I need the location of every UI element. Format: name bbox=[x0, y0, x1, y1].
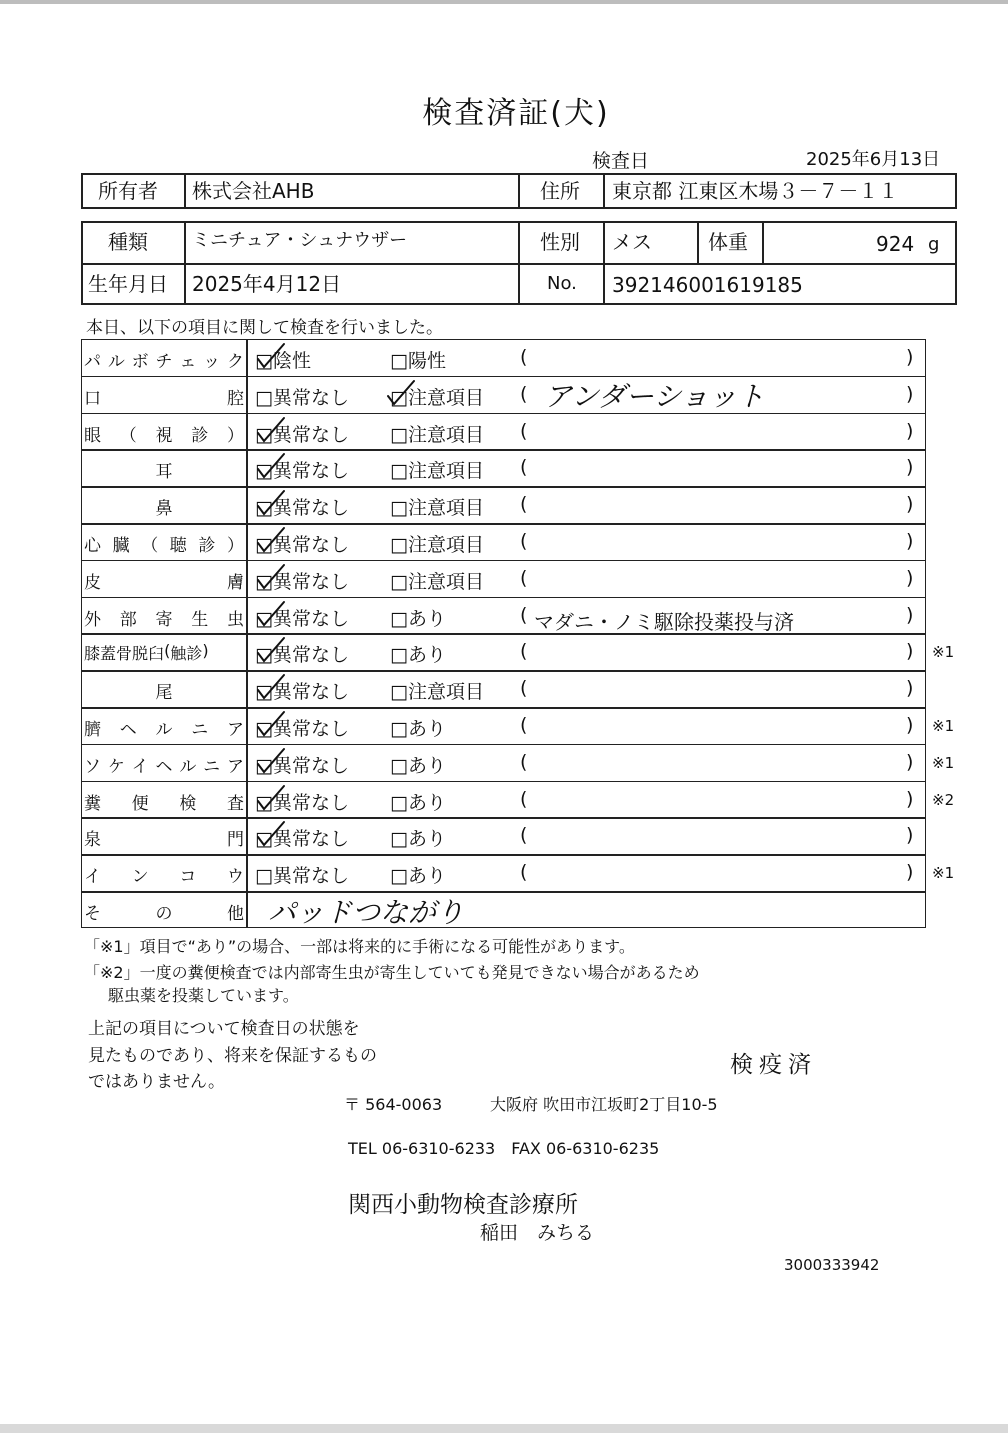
open-paren: ( bbox=[520, 346, 528, 368]
open-paren: ( bbox=[520, 640, 528, 663]
row-footnote-mark: ※1 bbox=[932, 864, 955, 883]
option-2[interactable]: □注意項目 bbox=[390, 386, 484, 409]
close-paren: ) bbox=[906, 530, 914, 552]
row-label: 皮 膚 bbox=[84, 572, 244, 593]
open-paren: ( bbox=[520, 861, 528, 884]
row-label: 尾 bbox=[155, 683, 173, 704]
mouth-handwritten-note: アンダーショット bbox=[544, 380, 765, 413]
breed-label: 種類 bbox=[108, 230, 148, 254]
address-value: 東京都 江東区木場３－７－１１ bbox=[612, 179, 899, 203]
close-paren: ) bbox=[906, 493, 914, 516]
close-paren: ) bbox=[906, 456, 914, 479]
open-paren: ( bbox=[520, 787, 528, 810]
row-label: パ ル ボ チ ェ ッ ク bbox=[84, 352, 244, 372]
option-2[interactable]: □あり bbox=[390, 828, 446, 851]
number-value: 392146001619185 bbox=[612, 273, 803, 297]
weight-label: 体重 bbox=[708, 230, 748, 254]
clinic-address: 大阪府 吹田市江坂町2丁目10-5 bbox=[490, 1095, 718, 1114]
option-1[interactable]: □異常なし bbox=[255, 423, 349, 446]
checkmark-icon bbox=[254, 783, 290, 813]
note-3: 駆虫薬を投薬しています。 bbox=[108, 986, 299, 1005]
number-label: No. bbox=[547, 273, 577, 294]
option-2[interactable]: □注意項目 bbox=[390, 497, 484, 520]
checkmark-icon bbox=[254, 451, 290, 481]
option-1[interactable]: □異常なし bbox=[255, 681, 349, 704]
row-detail: マダニ・ノミ駆除投薬投与済 bbox=[534, 609, 794, 634]
intro-text: 本日、以下の項目に関して検査を行いました。 bbox=[86, 318, 443, 338]
option-1[interactable]: □異常なし bbox=[255, 828, 349, 851]
close-paren: ) bbox=[906, 566, 914, 589]
open-paren: ( bbox=[520, 493, 528, 516]
row-label: 心 臓 （ 聴 診 ） bbox=[84, 536, 244, 556]
option-1[interactable]: □異常なし bbox=[255, 791, 349, 814]
row-label: イ ン コ ウ bbox=[84, 867, 244, 888]
checkmark-icon bbox=[254, 415, 290, 445]
doctor-name: 稲田 みちる bbox=[480, 1222, 595, 1244]
row-footnote-mark: ※1 bbox=[932, 753, 955, 772]
close-paren: ) bbox=[906, 603, 914, 626]
close-paren: ) bbox=[906, 382, 914, 405]
checkmark-icon bbox=[254, 672, 290, 702]
note-2: 「※2」一度の糞便検査では内部寄生虫が寄生していても発見できない場合があるため bbox=[84, 963, 700, 982]
option-2[interactable]: □あり bbox=[390, 754, 446, 777]
checkmark-icon bbox=[254, 341, 290, 371]
row-label: 耳 bbox=[155, 462, 173, 483]
open-paren: ( bbox=[520, 824, 528, 847]
option-1[interactable]: □異常なし bbox=[255, 644, 349, 667]
close-paren: ) bbox=[906, 824, 914, 847]
row-label: 眼 （ 視 診 ） bbox=[84, 425, 244, 446]
option-1[interactable]: □異常なし bbox=[255, 865, 349, 888]
other-row-label: そ の 他 bbox=[84, 904, 244, 924]
clinic-tel-fax: TEL 06-6310-6233 FAX 06-6310-6235 bbox=[348, 1139, 660, 1158]
open-paren: ( bbox=[520, 456, 528, 479]
option-1[interactable]: □異常なし bbox=[255, 497, 349, 520]
owner-label: 所有者 bbox=[98, 179, 158, 203]
option-2[interactable]: □あり bbox=[390, 791, 446, 814]
close-paren: ) bbox=[906, 419, 914, 442]
disclaimer-line-3: ではありません。 bbox=[88, 1072, 226, 1092]
inspection-date: 2025年6月13日 bbox=[806, 149, 941, 170]
option-1[interactable]: □異常なし bbox=[255, 570, 349, 593]
weight-unit: g bbox=[928, 234, 940, 255]
open-paren: ( bbox=[520, 566, 528, 589]
clinic-postal: 〒 564-0063 bbox=[344, 1095, 443, 1114]
open-paren: ( bbox=[520, 603, 528, 626]
option-1[interactable]: □異常なし bbox=[255, 460, 349, 483]
birth-value: 2025年4月12日 bbox=[192, 272, 342, 296]
close-paren: ) bbox=[906, 787, 914, 810]
owner-value: 株式会社AHB bbox=[192, 179, 315, 203]
close-paren: ) bbox=[906, 714, 914, 736]
option-2[interactable]: □注意項目 bbox=[390, 460, 484, 483]
checkmark-icon bbox=[254, 525, 290, 555]
option-1[interactable]: □異常なし bbox=[255, 386, 349, 409]
close-paren: ) bbox=[906, 750, 914, 773]
quarantine-stamp: 検疫済 bbox=[730, 1052, 817, 1078]
breed-value: ミニチュア・シュナウザー bbox=[192, 230, 408, 251]
checkmark-icon bbox=[254, 709, 290, 739]
checkmark-icon bbox=[384, 378, 420, 408]
document-number: 3000333942 bbox=[784, 1256, 880, 1274]
row-footnote-mark: ※1 bbox=[932, 717, 955, 735]
sex-label: 性別 bbox=[540, 230, 580, 254]
option-2[interactable]: □あり bbox=[390, 607, 446, 630]
scan-bottom-edge bbox=[0, 1424, 1008, 1433]
other-handwritten-note: パッドつながり bbox=[268, 896, 465, 929]
open-paren: ( bbox=[520, 714, 528, 736]
checkmark-icon bbox=[254, 599, 290, 629]
option-1[interactable]: □陰性 bbox=[255, 350, 311, 372]
option-2[interactable]: □注意項目 bbox=[390, 423, 484, 446]
option-1[interactable]: □異常なし bbox=[255, 534, 349, 556]
row-label: ソ ケ イ ヘ ル ニ ア bbox=[84, 756, 244, 777]
note-1: 「※1」項目で“あり”の場合、一部は将来的に手術になる可能性があります。 bbox=[84, 937, 635, 956]
row-label: 口 腔 bbox=[84, 388, 244, 409]
row-label: 糞 便 検 査 bbox=[84, 793, 244, 814]
checkmark-icon bbox=[254, 562, 290, 592]
close-paren: ) bbox=[906, 640, 914, 663]
option-2[interactable]: □注意項目 bbox=[390, 570, 484, 593]
option-2[interactable]: □あり bbox=[390, 644, 446, 667]
close-paren: ) bbox=[906, 861, 914, 884]
scan-top-edge bbox=[0, 0, 1008, 4]
open-paren: ( bbox=[520, 419, 528, 442]
weight-value: 924 bbox=[876, 232, 915, 256]
address-label: 住所 bbox=[540, 179, 580, 203]
checkmark-icon bbox=[254, 746, 290, 776]
page-title: 検査済証(犬) bbox=[422, 96, 610, 131]
row-label: 外 部 寄 生 虫 bbox=[84, 609, 244, 630]
row-label: 膝 蓋 骨 脱 臼 ( 触 診 ) bbox=[84, 641, 209, 664]
option-1[interactable]: □異常なし bbox=[255, 718, 349, 740]
row-footnote-mark: ※2 bbox=[932, 790, 955, 809]
checkmark-icon bbox=[254, 819, 290, 849]
close-paren: ) bbox=[906, 346, 914, 368]
checkmark-icon bbox=[254, 635, 290, 665]
option-1[interactable]: □異常なし bbox=[255, 754, 349, 777]
row-label: 泉 門 bbox=[84, 830, 244, 851]
disclaimer-line-1: 上記の項目について検査日の状態を bbox=[88, 1019, 360, 1039]
birth-label: 生年月日 bbox=[88, 272, 168, 296]
option-2[interactable]: □あり bbox=[390, 865, 446, 888]
option-2[interactable]: □注意項目 bbox=[390, 681, 484, 704]
open-paren: ( bbox=[520, 530, 528, 552]
row-footnote-mark: ※1 bbox=[932, 643, 955, 662]
open-paren: ( bbox=[520, 677, 528, 700]
checkmark-icon bbox=[254, 488, 290, 518]
sex-value: メス bbox=[612, 230, 652, 254]
disclaimer-line-2: 見たものであり、将来を保証するもの bbox=[88, 1046, 377, 1066]
clinic-name: 関西小動物検査診療所 bbox=[348, 1192, 578, 1218]
close-paren: ) bbox=[906, 677, 914, 700]
row-label: 鼻 bbox=[155, 499, 173, 520]
inspection-date-label: 検査日 bbox=[592, 150, 650, 172]
row-label: 臍 ヘ ル ニ ア bbox=[84, 720, 244, 740]
option-2[interactable]: □あり bbox=[390, 718, 446, 740]
option-2[interactable]: □注意項目 bbox=[390, 534, 484, 556]
open-paren: ( bbox=[520, 382, 528, 405]
open-paren: ( bbox=[520, 750, 528, 773]
option-1[interactable]: □異常なし bbox=[255, 607, 349, 630]
option-2[interactable]: □陽性 bbox=[390, 350, 446, 372]
